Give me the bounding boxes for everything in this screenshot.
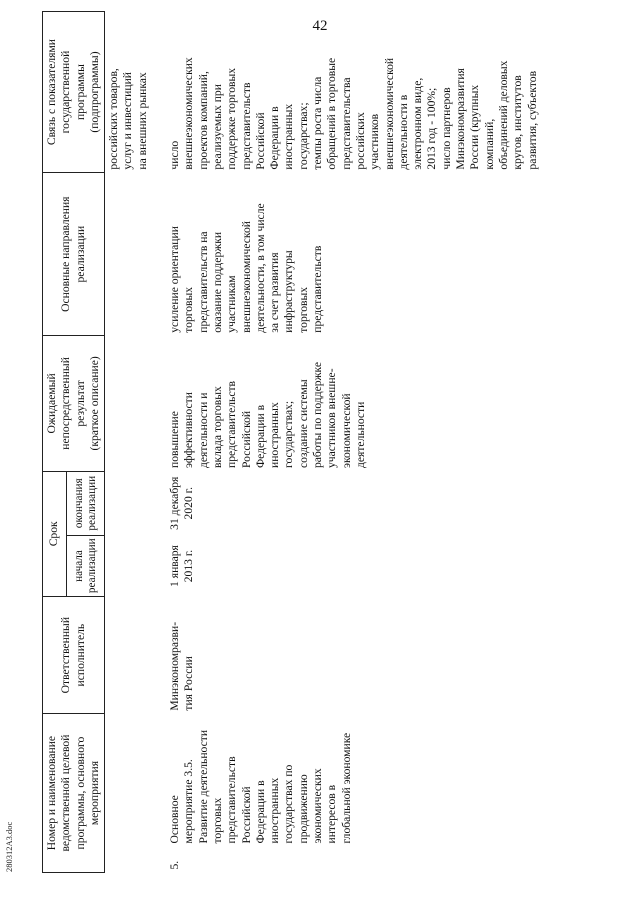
indicator-link-carryover: российских товаров, услуг и инвестиций на внешних рынках — [107, 68, 149, 170]
measure-title: Основное мероприятие 3.5. Развитие деятельности торговых представительств Российской Федерации в иностранных государствах по продвижению экономических интересов в глобальной экономике — [168, 729, 353, 844]
header-number-name: Номер и наименование ведомственной целевой программы, основного мероприятия — [43, 714, 105, 873]
header-term-end: окончания реализации — [66, 471, 104, 535]
term-end-cell: 31 декабря 2020 г. — [168, 476, 196, 530]
header-expected-result: Ожидаемый непосредственный результат (краткое описание) — [43, 336, 105, 471]
directions-cell: усиление ориентации торговых представительств на оказание поддержки участникам внешнеэкономической деятельности, в том числе за счет развития инфраструктуры торговых представительств — [168, 203, 325, 333]
header-executor: Ответственный исполнитель — [43, 597, 105, 714]
indicator-link-cell: число внешнеэкономических проектов компаний, реализуемых при поддержке торговых представительств Российской Федерации в иностранных государствах; темпы роста числа обращений в торговые представительства российских участников внешнеэкономической деятельности в электронном виде, 2013 год - 100%; число партнеров Минэкономразвития России (крупных компаний, объединений деловых кругов, институтов развития, субъектов — [168, 57, 539, 170]
header-indicator-link: Связь с показателями государственной программы (подпрограммы) — [43, 12, 105, 173]
page-number: 42 — [312, 18, 328, 34]
expected-result-cell: повышение эффективности деятельности и вклада торговых представительств Российской Федерации в иностранных государствах; создание системы работы по поддержке участников внешне- экономической деятельности — [168, 361, 367, 469]
table-row — [166, 12, 542, 873]
header-term-start: начала реализации — [66, 535, 104, 596]
measure-number: 5. — [168, 860, 182, 870]
program-measures-table — [42, 11, 542, 873]
header-term: Срок — [43, 471, 67, 597]
rotated-table-frame — [40, 0, 640, 893]
term-start-cell: 1 января 2013 г. — [168, 545, 196, 587]
executor-cell: Минэкономразви- тия России — [168, 621, 196, 711]
measure-cell — [166, 714, 542, 873]
document-filename: 280312A3.doc — [4, 821, 14, 872]
table-row-carryover — [105, 12, 152, 873]
header-directions: Основные направления реализации — [43, 173, 105, 336]
